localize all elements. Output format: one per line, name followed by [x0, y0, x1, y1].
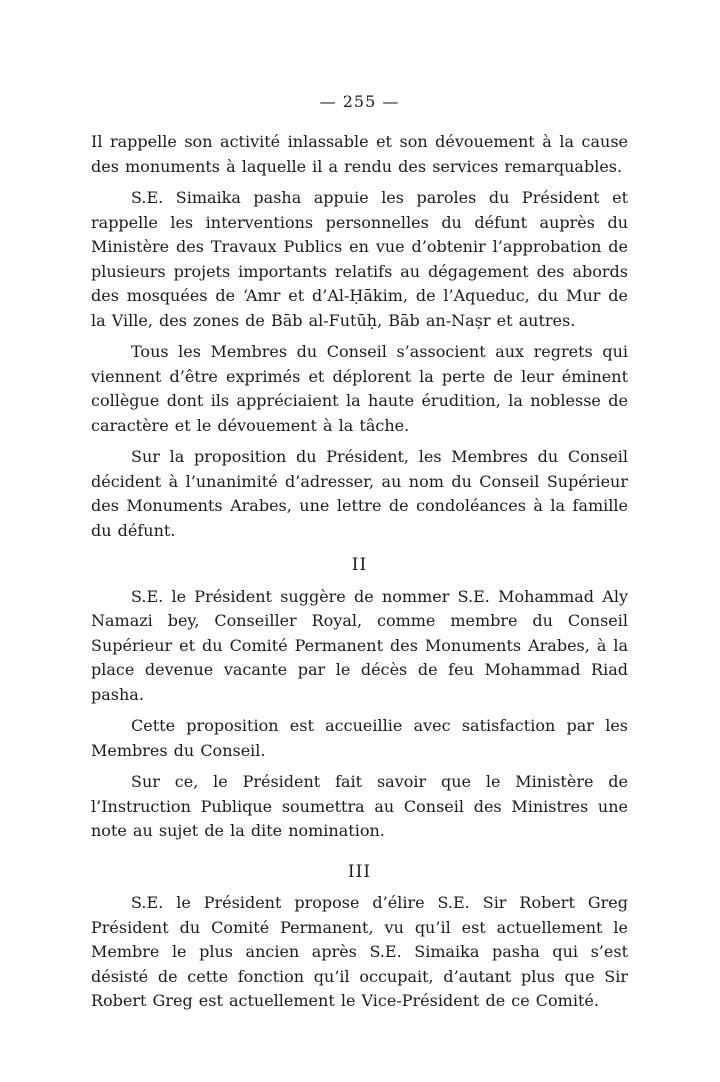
paragraph-3: Tous les Membres du Conseil s’associent aux regrets qui viennent d’être exprimés et déplorent la perte de leur éminent collègue dont ils appréciaient la haute érudition, la noblesse de caractère et le dévouement à la tâche.: [91, 342, 628, 435]
section-heading-3: III: [347, 861, 372, 882]
paragraph-4: Sur la proposition du Président, les Membres du Conseil décident à l’unanimité d’adresser, au nom du Conseil Supérieur des Monuments Arabes, une lettre de condoléances à la famille du défunt.: [91, 447, 628, 540]
paragraph-1: Il rappelle son activité inlassable et son dévouement à la cause des monuments à laquelle il a rendu des services remarquables.: [91, 132, 628, 176]
paragraph-7: Sur ce, le Président fait savoir que le Ministère de l’Instruction Publique soumettra au Conseil des Ministres une note au sujet de la dite nomination.: [91, 772, 628, 840]
page-body: [91, 130, 628, 1014]
paragraph-2: S.E. Simaika pasha appuie les paroles du Président et rappelle les interventions personnelles du défunt auprès du Ministère des Travaux Publics en vue d’obtenir l’approbation de plusieurs projets importants relatifs au dégagement des abords des mosquées de ‘Amr et d’Al-Ḥākim, de l’Aqueduc, du Mur de la Ville, des zones de Bāb al-Futūḥ, Bāb an-Naṣr et autres.: [91, 188, 628, 330]
section-heading-2: II: [351, 555, 368, 575]
paragraph-8: S.E. le Président propose d’élire S.E. Sir Robert Greg Président du Comité Permanent, vu qu’il est actuellement le Membre le plus ancien après S.E. Simaika pasha qui s’est désisté de cette fonction qu’il occupait, d’autant plus que Sir Robert Greg est actuellement le Vice-Président de ce Comité.: [91, 893, 628, 1010]
paragraph-5: S.E. le Président suggère de nommer S.E. Mohammad Aly Namazi bey, Conseiller Royal, comme membre du Conseil Supérieur et du Comité Permanent des Monuments Arabes, à la place devenue vacante par le décès de feu Mohammad Riad pasha.: [91, 586, 628, 704]
page-number: — 255 —: [319, 92, 400, 111]
paragraph-6: Cette proposition est accueillie avec satisfaction par les Membres du Conseil.: [91, 716, 628, 760]
